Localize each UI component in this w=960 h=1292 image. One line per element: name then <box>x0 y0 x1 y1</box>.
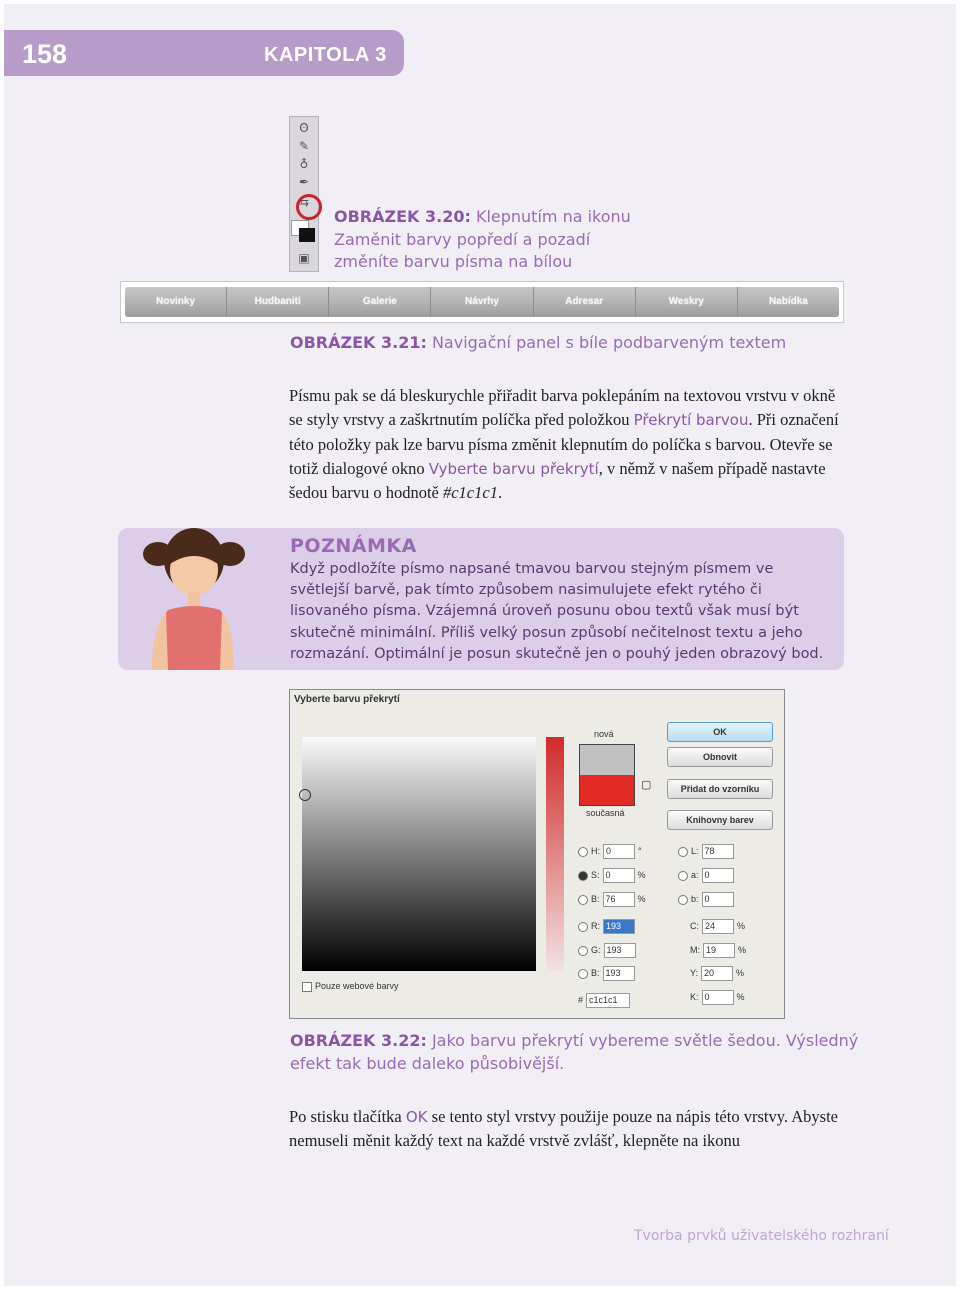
chapter-header <box>4 30 404 76</box>
radio[interactable] <box>678 895 688 905</box>
radio[interactable] <box>578 847 588 857</box>
l-input[interactable]: 78 <box>702 844 734 859</box>
color-field[interactable] <box>302 737 536 971</box>
radio[interactable] <box>578 969 588 979</box>
h-field <box>578 844 642 859</box>
navigation-bar-image <box>120 281 844 323</box>
girl-illustration <box>138 524 248 670</box>
field-label: # <box>578 994 584 1005</box>
nav-item[interactable]: Hudbaniti <box>227 287 329 317</box>
ok-button[interactable]: OK <box>667 722 773 742</box>
figure-3-22-caption <box>290 1030 858 1075</box>
unit: % <box>738 944 747 955</box>
unit: % <box>736 967 745 978</box>
term-highlight: OK <box>405 1108 428 1126</box>
current-color-swatch[interactable] <box>579 775 635 806</box>
r-input[interactable]: 193 <box>603 919 635 934</box>
unit: % <box>737 920 746 931</box>
highlight-circle <box>296 194 322 220</box>
note-text: Když podložíte písmo napsané tmavou barvou stejným písmem ve světlejší barvě, pak tímto způsobem nasimulujete efekt rytého či lisovaného písma. Vzájemná úroveň posunu obou textů však musí být skutečně minimální. Příliš velký posun způsobí nečitelnost textu a jeho rozmazání. Optimální je posun skutečně jen o pouhý jeden obrazový bod. <box>290 561 824 662</box>
nav-item[interactable]: Nabídka <box>768 296 808 307</box>
a-field <box>678 868 737 883</box>
text-run: se tento styl vrstvy použije pouze na nápis této vrstvy. Abyste nemuseli měnit každý text na každé vrstvě zvlášť, klepněte na ikonu <box>289 1107 838 1151</box>
nav-item[interactable]: Galerie <box>329 287 431 317</box>
field-label: Y: <box>690 967 699 978</box>
term-highlight: Překrytí barvou <box>633 411 749 430</box>
h-input[interactable]: 0 <box>603 844 635 859</box>
hex-input[interactable]: c1c1c1 <box>586 993 630 1008</box>
figure-3-21-caption <box>290 332 786 355</box>
s-field <box>578 868 646 883</box>
c-input[interactable]: 24 <box>702 919 734 934</box>
nav-item[interactable]: Návrhy <box>431 287 533 317</box>
radio[interactable] <box>578 946 588 956</box>
field-label: B: <box>591 967 600 978</box>
field-label: K: <box>690 991 699 1002</box>
caption-line: efekt tak bude daleko působivější. <box>290 1053 565 1073</box>
dialog-title: Vyberte barvu překrytí <box>294 694 400 705</box>
unit: ° <box>638 845 642 856</box>
blue-input[interactable]: 193 <box>603 966 635 981</box>
nav-item[interactable]: Novinky <box>125 287 227 317</box>
caption-line: Zaměnit barvy popředí a pozadí <box>334 229 591 249</box>
unit: % <box>637 869 646 880</box>
field-label: a: <box>691 869 699 880</box>
radio[interactable] <box>578 922 588 932</box>
m-field <box>690 943 746 958</box>
note-heading: POZNÁMKA <box>290 535 417 557</box>
reset-button[interactable]: Obnovit <box>667 747 773 767</box>
color-field-marker[interactable] <box>299 789 311 801</box>
a-input[interactable]: 0 <box>702 868 734 883</box>
chapter-title: KAPITOLA 3 <box>264 44 387 66</box>
unit: % <box>637 893 646 904</box>
m-input[interactable]: 19 <box>703 943 735 958</box>
foreground-color-swatch[interactable] <box>299 228 315 242</box>
radio[interactable] <box>678 847 688 857</box>
g-field <box>578 943 639 958</box>
field-label: L: <box>691 845 699 856</box>
body-paragraph <box>289 1105 845 1154</box>
l-field <box>678 844 737 859</box>
r-field <box>578 919 638 934</box>
figure-3-20-caption <box>334 206 631 274</box>
brush-icon[interactable]: ✎ <box>298 139 310 153</box>
b-field <box>578 892 646 907</box>
y-field <box>690 966 744 981</box>
nav-item[interactable]: Weskry <box>636 287 738 317</box>
s-input[interactable]: 0 <box>603 868 635 883</box>
color-picker-dialog <box>289 689 785 1019</box>
radio[interactable] <box>578 895 588 905</box>
nav-item[interactable]: Adresar <box>534 287 636 317</box>
field-label: R: <box>591 920 600 931</box>
checkbox-label: Pouze webové barvy <box>315 981 399 991</box>
web-only-checkbox[interactable] <box>302 981 399 992</box>
current-color-label: současná <box>586 808 625 818</box>
caption-line: Jako barvu překrytí vybereme světle šedou. Výsledný <box>426 1031 859 1050</box>
text-run: . Při označení této položky pak lze barvu písma změnit klepnutím do políčka s barvou. Otevře se totiž dialogové okno <box>289 410 839 478</box>
y-input[interactable]: 20 <box>701 966 733 981</box>
caption-line: Klepnutím na ikonu <box>470 207 631 226</box>
figure-label: OBRÁZEK 3.21: <box>290 333 427 352</box>
color-libraries-button[interactable]: Knihovny barev <box>667 810 773 830</box>
figure-label: OBRÁZEK 3.20: <box>334 207 471 226</box>
g-input[interactable]: 193 <box>604 943 636 958</box>
text-run: , v němž v našem případě nastavte šedou barvu o hodnotě <box>289 458 826 503</box>
k-field <box>690 990 745 1005</box>
unit: % <box>736 991 745 1002</box>
navigation-bar <box>125 287 839 317</box>
radio[interactable] <box>678 871 688 881</box>
field-label: H: <box>591 845 600 856</box>
field-label: M: <box>690 944 700 955</box>
hue-slider[interactable] <box>546 737 564 971</box>
text-run: . <box>497 483 503 503</box>
add-to-swatches-button[interactable]: Přidat do vzorníku <box>667 779 773 799</box>
field-label: B: <box>591 893 600 904</box>
lasso-icon[interactable]: ʘ <box>299 121 309 135</box>
blue-field <box>578 966 638 981</box>
text-run: Po stisku tlačítka <box>289 1107 406 1126</box>
caption-line: změníte barvu písma na bílou <box>334 252 573 271</box>
checkbox[interactable] <box>302 982 312 992</box>
hex-field <box>578 993 633 1008</box>
color-value: #c1c1c1 <box>442 483 498 503</box>
k-input[interactable]: 0 <box>702 990 734 1005</box>
field-label: C: <box>690 920 699 931</box>
term-highlight: Vyberte barvu překrytí <box>428 459 599 478</box>
field-label: b: <box>691 893 699 904</box>
radio[interactable] <box>578 871 588 881</box>
stamp-icon[interactable]: ♁ <box>299 157 309 171</box>
footer-running-title: Tvorba prvků uživatelského rozhraní <box>634 1228 889 1244</box>
pen-icon[interactable]: ✒ <box>298 175 310 189</box>
body-paragraph <box>289 384 845 505</box>
new-color-swatch <box>579 744 635 775</box>
lab-b-input[interactable]: 0 <box>702 892 734 907</box>
web-safe-icon[interactable]: ▢ <box>641 779 652 791</box>
field-label: S: <box>591 869 600 880</box>
field-label: G: <box>591 944 601 955</box>
c-field <box>690 919 745 934</box>
b-input[interactable]: 76 <box>603 892 635 907</box>
page-number: 158 <box>22 39 68 69</box>
text-run: Písmu pak se dá bleskurychle přiřadit barva poklepáním na textovou vrstvu v okně se styly vrstvy a zaškrtnutím políčka před položkou <box>289 386 836 430</box>
new-color-label: nová <box>594 729 614 739</box>
quick-mask-icon[interactable]: ▣ <box>298 251 310 265</box>
lab-b-field <box>678 892 737 907</box>
swap-colors-icon[interactable]: ⇆ <box>298 195 310 209</box>
figure-label: OBRÁZEK 3.22: <box>290 1031 427 1050</box>
caption-text: Navigační panel s bíle podbarveným textem <box>426 333 787 352</box>
